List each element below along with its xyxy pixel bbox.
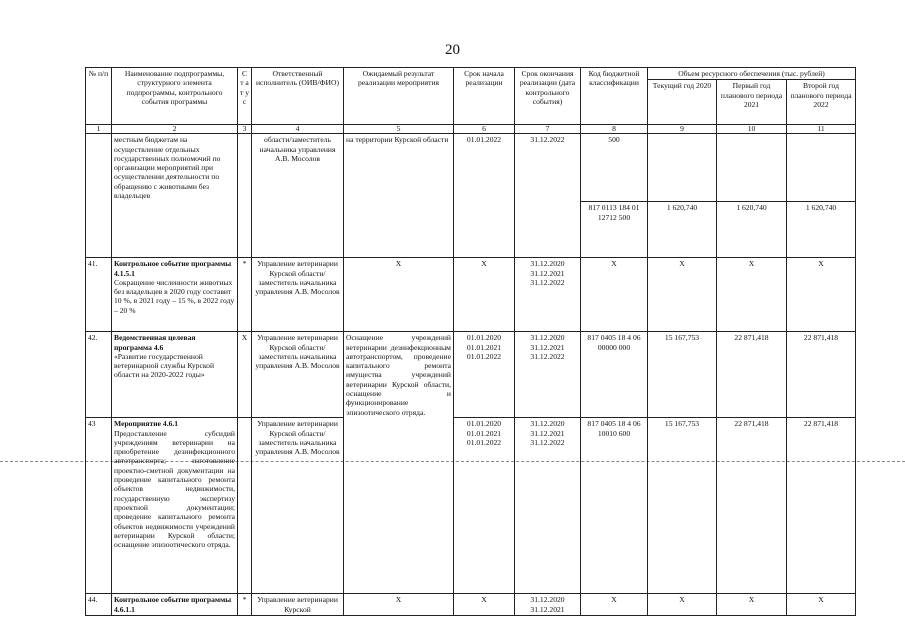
- col-number: 10: [717, 125, 787, 134]
- header-result: Ожидаемый результат реализации мероприятия: [344, 68, 454, 125]
- row-name: [112, 258, 238, 332]
- table-row: [86, 332, 856, 418]
- row-result: на территории Курской области: [344, 134, 454, 258]
- row-2022: 22 871,418: [787, 418, 856, 594]
- row-code: 817 0113 184 01 12712 500: [581, 202, 648, 258]
- row-2021: 22 871,418: [717, 332, 787, 418]
- header-num: № п/п: [86, 68, 112, 125]
- row-result: Оснащение учреждений ветеринарии дезинфекционным автотранспортом, проведение капитального ремонта имущества учреждений ветеринарии Курской области, оснащение и функционирование эпизоотического отряда.: [344, 332, 454, 594]
- row-code: 817 0405 18 4 06 00000 000: [581, 332, 648, 418]
- row-2020: [648, 134, 717, 202]
- table-row: [86, 134, 856, 202]
- row-code: X: [581, 258, 648, 332]
- col-number: 7: [515, 125, 581, 134]
- header-row: [86, 68, 856, 80]
- row-status: *: [238, 594, 252, 616]
- row-name-title: Ведомственная целевая программа 4.6: [114, 333, 196, 352]
- header-status: С т а т у с: [238, 68, 252, 125]
- row-name-title: Контрольное событие программы 4.6.1.1: [112, 594, 238, 616]
- header-responsible: Ответственный исполнитель (ОИВ/ФИО): [252, 68, 344, 125]
- row-2020: 15 167,753: [648, 332, 717, 418]
- row-start: X: [454, 594, 515, 616]
- col-number: 5: [344, 125, 454, 134]
- row-2021: [717, 134, 787, 202]
- row-2021: X: [717, 594, 787, 616]
- header-year-2022: Второй год планового периода 2022: [787, 80, 856, 125]
- row-responsible: области/заместитель начальника управления А.В. Мосолов: [252, 134, 344, 258]
- row-start: 01.01.2020 01.01.2021 01.01.2022: [454, 418, 515, 594]
- header-year-2021: Первый год планового периода 2021: [717, 80, 787, 125]
- row-2020: 15 167,753: [648, 418, 717, 594]
- row-name: [112, 332, 238, 418]
- col-number: 2: [112, 125, 238, 134]
- row-num: 43: [86, 418, 112, 594]
- row-2022: 22 871,418: [787, 332, 856, 418]
- row-responsible: Управление ветеринарии Курской области/заместитель начальника управления А.В. Мосолов: [252, 332, 344, 418]
- row-start: 01.01.2020 01.01.2021 01.01.2022: [454, 332, 515, 418]
- row-end: 31.12.2020 31.12.2021 31.12.2022: [515, 332, 581, 418]
- row-status: [238, 134, 252, 258]
- col-number: 6: [454, 125, 515, 134]
- header-name: Наименование подпрограммы, структурного элемента подпрограммы, контрольного события программы: [112, 68, 238, 125]
- row-status: X: [238, 332, 252, 418]
- row-code: 500: [581, 134, 648, 202]
- table-row: [86, 258, 856, 332]
- row-responsible: Управление ветеринарии Курской области/заместитель начальника управления А.В. Мосолов: [252, 258, 344, 332]
- row-result: X: [344, 594, 454, 616]
- col-number: 3: [238, 125, 252, 134]
- header-year-2020: Текущий год 2020: [648, 80, 717, 125]
- row-code: 817 0405 18 4 06 10010 600: [581, 418, 648, 594]
- row-name: местным бюджетам на осуществление отдельных государственных полномочий по организации мероприятий при осуществлении деятельности по обращению с животными без владельцев: [112, 134, 238, 258]
- row-name: [112, 418, 238, 594]
- row-end: 31.12.2020 31.12.2021: [515, 594, 581, 616]
- row-2022: [787, 134, 856, 202]
- table-row: [86, 418, 856, 594]
- row-2020: X: [648, 594, 717, 616]
- col-number: 8: [581, 125, 648, 134]
- row-name-title: Контрольное событие программы 4.1.5.1: [114, 259, 232, 278]
- col-number: 4: [252, 125, 344, 134]
- header-start: Срок начала реализации: [454, 68, 515, 125]
- row-start: 01.01.2022: [454, 134, 515, 258]
- col-number: 11: [787, 125, 856, 134]
- row-name-text: Предоставление субсидий учреждениям ветеринарии на приобретение дезинфекционного автотранспорта; изготовление проектно-сметной документации на проведение капитального ремонта объектов недвижимости, государственную экспертизу проектной документации; проведение капитального ремонта объектов недвижимости учреждений ветеринарии Курской области; оснащение эпизоотического отряда.: [114, 428, 235, 550]
- row-start: X: [454, 258, 515, 332]
- row-2020: 1 620,740: [648, 202, 717, 258]
- row-name-text: Сокращение численности животных без владельцев в 2020 году составит 10 %, в 2021 году – 15 %, в 2022 году – 20 %: [114, 277, 235, 315]
- row-responsible: Управление ветеринарии Курской: [252, 594, 344, 616]
- program-table: [85, 67, 856, 616]
- table-row: [86, 594, 856, 616]
- col-number: 9: [648, 125, 717, 134]
- row-num: 42.: [86, 332, 112, 418]
- col-number: 1: [86, 125, 112, 134]
- row-2022: X: [787, 594, 856, 616]
- row-result: X: [344, 258, 454, 332]
- row-num: 41.: [86, 258, 112, 332]
- header-end: Срок окончания реализации (дата контрольного события): [515, 68, 581, 125]
- row-name-title: Мероприятие 4.6.1: [114, 419, 179, 429]
- row-end: 31.12.2022: [515, 134, 581, 258]
- row-code: X: [581, 594, 648, 616]
- column-number-row: [86, 125, 856, 134]
- row-2022: X: [787, 258, 856, 332]
- page-number: 20: [445, 42, 460, 58]
- row-2021: X: [717, 258, 787, 332]
- row-status: *: [238, 258, 252, 332]
- row-2020: X: [648, 258, 717, 332]
- header-volume: Объем ресурсного обеспечения (тыс. рублей): [648, 68, 856, 80]
- row-2021: 1 620,740: [717, 202, 787, 258]
- row-2022: 1 620,740: [787, 202, 856, 258]
- row-end: 31.12.2020 31.12.2021 31.12.2022: [515, 418, 581, 594]
- row-end: 31.12.2020 31.12.2021 31.12.2022: [515, 258, 581, 332]
- row-num: 44.: [86, 594, 112, 616]
- row-num: [86, 134, 112, 258]
- row-2021: 22 871,418: [717, 418, 787, 594]
- row-responsible: Управление ветеринарии Курской области/заместитель начальника управления А.В. Мосолов: [252, 418, 344, 594]
- row-name-text: «Развитие государственной ветеринарной службы Курской области на 2020-2022 годы»: [114, 351, 215, 380]
- row-status: [238, 418, 252, 594]
- header-code: Код бюджетной классификации: [581, 68, 648, 125]
